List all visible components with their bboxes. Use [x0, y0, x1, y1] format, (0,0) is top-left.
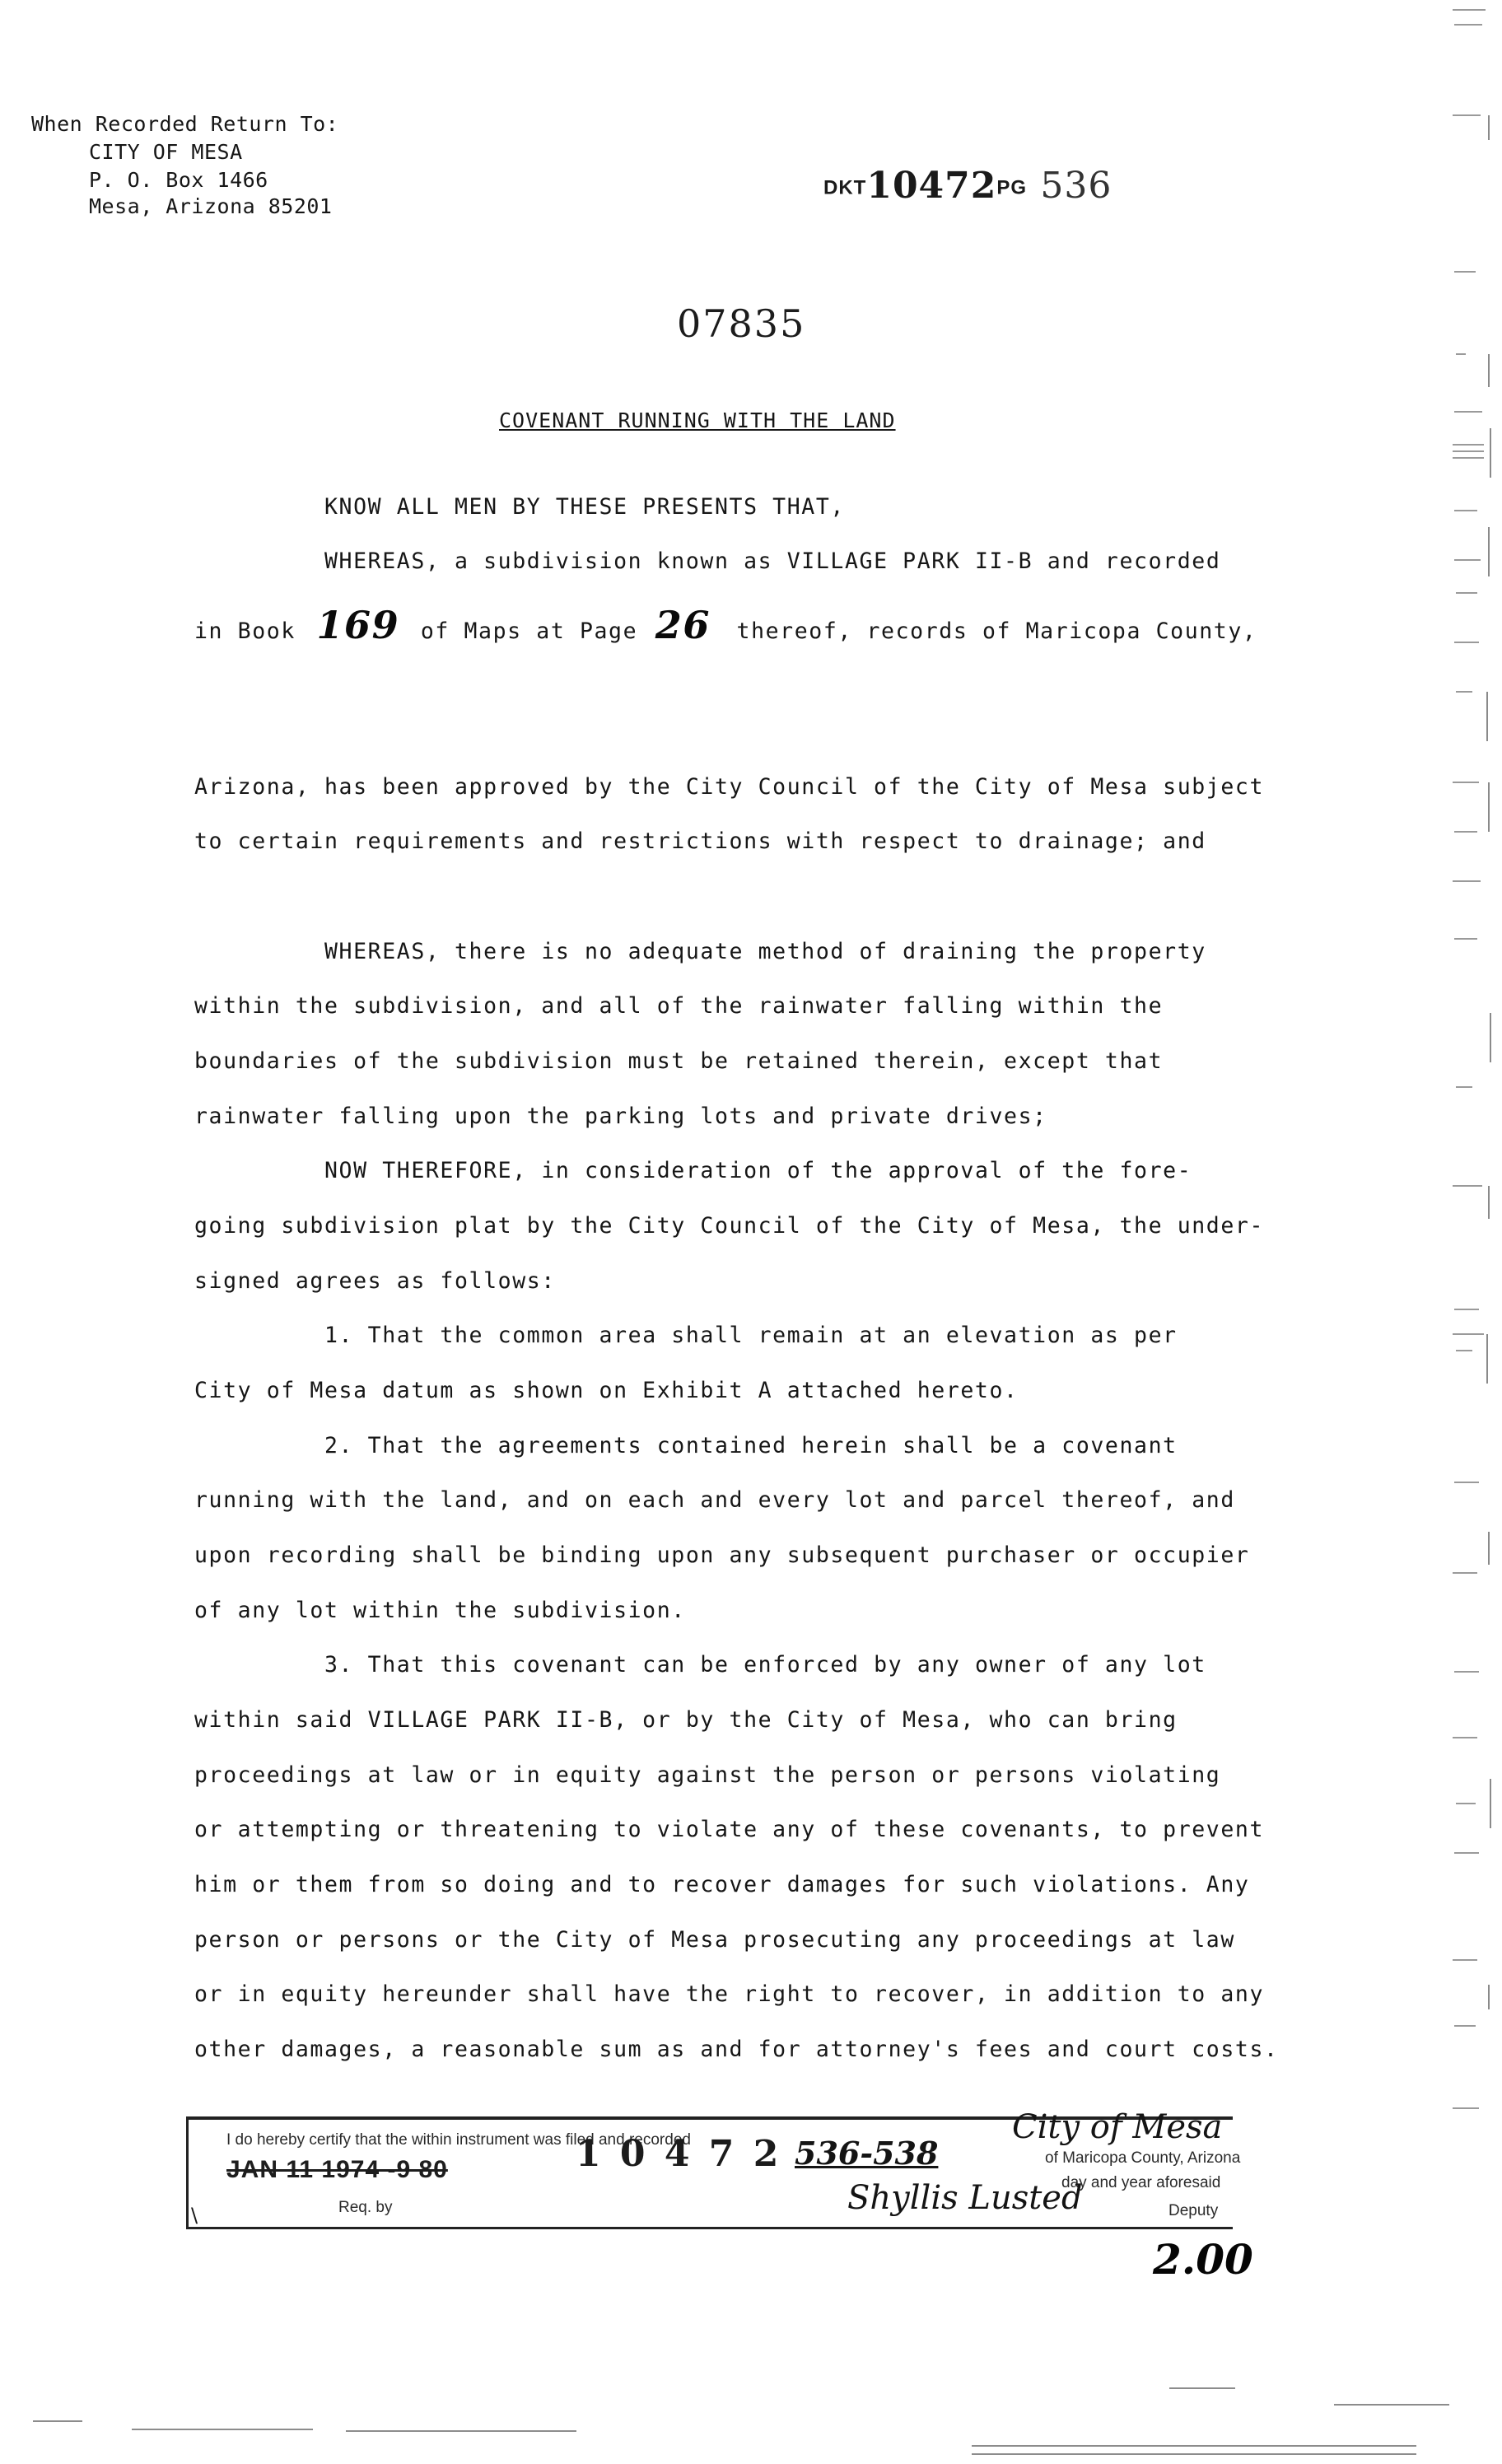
body-line: within said VILLAGE PARK II-B, or by the City of Mesa, who can bring: [194, 1707, 1178, 1733]
recorder-stamp: [186, 2108, 1241, 2229]
body-line: signed agrees as follows:: [194, 1268, 556, 1294]
recording-reference: [823, 165, 1112, 207]
stamp-date: JAN 11 1974 -9 80: [226, 2156, 448, 2183]
body-line: running with the land, and on each and every lot and parcel thereof, and: [194, 1487, 1235, 1513]
body-line: or attempting or threatening to violate any of these covenants, to prevent: [194, 1817, 1265, 1842]
stamp-req-by: Req. by: [338, 2199, 393, 2216]
body-line: WHEREAS, a subdivision known as VILLAGE PARK II-B and recorded: [324, 548, 1221, 574]
body-line: to certain requirements and restrictions with respect to drainage; and: [194, 828, 1206, 854]
body-line: within the subdivision, and all of the rainwater falling within the: [194, 993, 1164, 1019]
body-line: 3. That this covenant can be enforced by any owner of any lot: [324, 1652, 1206, 1678]
body-line: 1. That the common area shall remain at an elevation as per: [324, 1323, 1178, 1348]
handwritten-page-number: 26: [655, 603, 711, 647]
body-line: or in equity hereunder shall have the right to recover, in addition to any: [194, 1981, 1265, 2007]
recording-pg-label: PG: [996, 176, 1028, 199]
stamp-pages-handwritten: 536-538: [795, 2135, 939, 2172]
stamp-deputy-label: Deputy: [1168, 2202, 1219, 2219]
stamp-county: of Maricopa County, Arizona: [1045, 2149, 1241, 2167]
body-line: proceedings at law or in equity against the person or persons violating: [194, 1762, 1221, 1788]
stamp-year: day and year aforesaid: [1061, 2174, 1221, 2191]
scan-bottom-artifacts: [0, 2380, 1502, 2462]
body-line: upon recording shall be binding upon any subsequent purchaser or occupier: [194, 1542, 1250, 1568]
stamp-corner-mark: \: [191, 2204, 198, 2227]
body-line: rainwater falling upon the parking lots and private drives;: [194, 1104, 1047, 1129]
body-line: boundaries of the subdivision must be retained therein, except that: [194, 1048, 1164, 1074]
in-book-label: in Book: [194, 618, 296, 644]
body-line: of any lot within the subdivision.: [194, 1598, 686, 1623]
body-line: other damages, a reasonable sum as and for attorney's fees and court costs.: [194, 2037, 1279, 2062]
scan-margin-artifacts: [1436, 0, 1502, 2464]
return-address-line-1: CITY OF MESA: [89, 140, 243, 164]
body-line: going subdivision plat by the City Council of the City of Mesa, the under-: [194, 1213, 1265, 1239]
handwritten-book-number: 169: [316, 603, 400, 647]
book-reference-line: [194, 603, 1257, 647]
recording-book: 10472: [866, 165, 997, 207]
return-address-heading: When Recorded Return To:: [31, 112, 339, 136]
book-line-rest: thereof, records of Maricopa County,: [736, 618, 1257, 644]
return-address-line-2: P. O. Box 1466: [89, 168, 268, 192]
document-title: COVENANT RUNNING WITH THE LAND: [499, 408, 896, 432]
recording-fee: 2.00: [1153, 2235, 1253, 2284]
body-line: him or them from so doing and to recover damages for such violations. Any: [194, 1872, 1250, 1897]
body-line: person or persons or the City of Mesa prosecuting any proceedings at law: [194, 1927, 1235, 1953]
body-line: NOW THEREFORE, in consideration of the approval of the fore-: [324, 1158, 1192, 1183]
document-number: 07835: [677, 301, 806, 346]
body-line: WHEREAS, there is no adequate method of draining the property: [324, 939, 1206, 964]
recording-page: 536: [1040, 165, 1113, 207]
return-address-line-3: Mesa, Arizona 85201: [89, 194, 333, 218]
body-line: KNOW ALL MEN BY THESE PRESENTS THAT,: [324, 494, 845, 520]
stamp-book-number: 1 0 4 7 2: [576, 2133, 782, 2175]
stamp-certify-text: I do hereby certify that the within instrument was filed and recorded: [226, 2131, 691, 2149]
body-line: City of Mesa datum as shown on Exhibit A attached hereto.: [194, 1378, 1019, 1403]
deputy-signature: Shyllis Lusted: [847, 2179, 1083, 2217]
city-of-mesa-signature: City of Mesa: [1012, 2108, 1223, 2146]
body-line: Arizona, has been approved by the City Council of the City of Mesa subject: [194, 774, 1265, 800]
body-line: 2. That the agreements contained herein shall be a covenant: [324, 1433, 1178, 1458]
of-maps-label: of Maps at Page: [420, 618, 638, 644]
recording-prefix: DKT: [823, 176, 867, 199]
